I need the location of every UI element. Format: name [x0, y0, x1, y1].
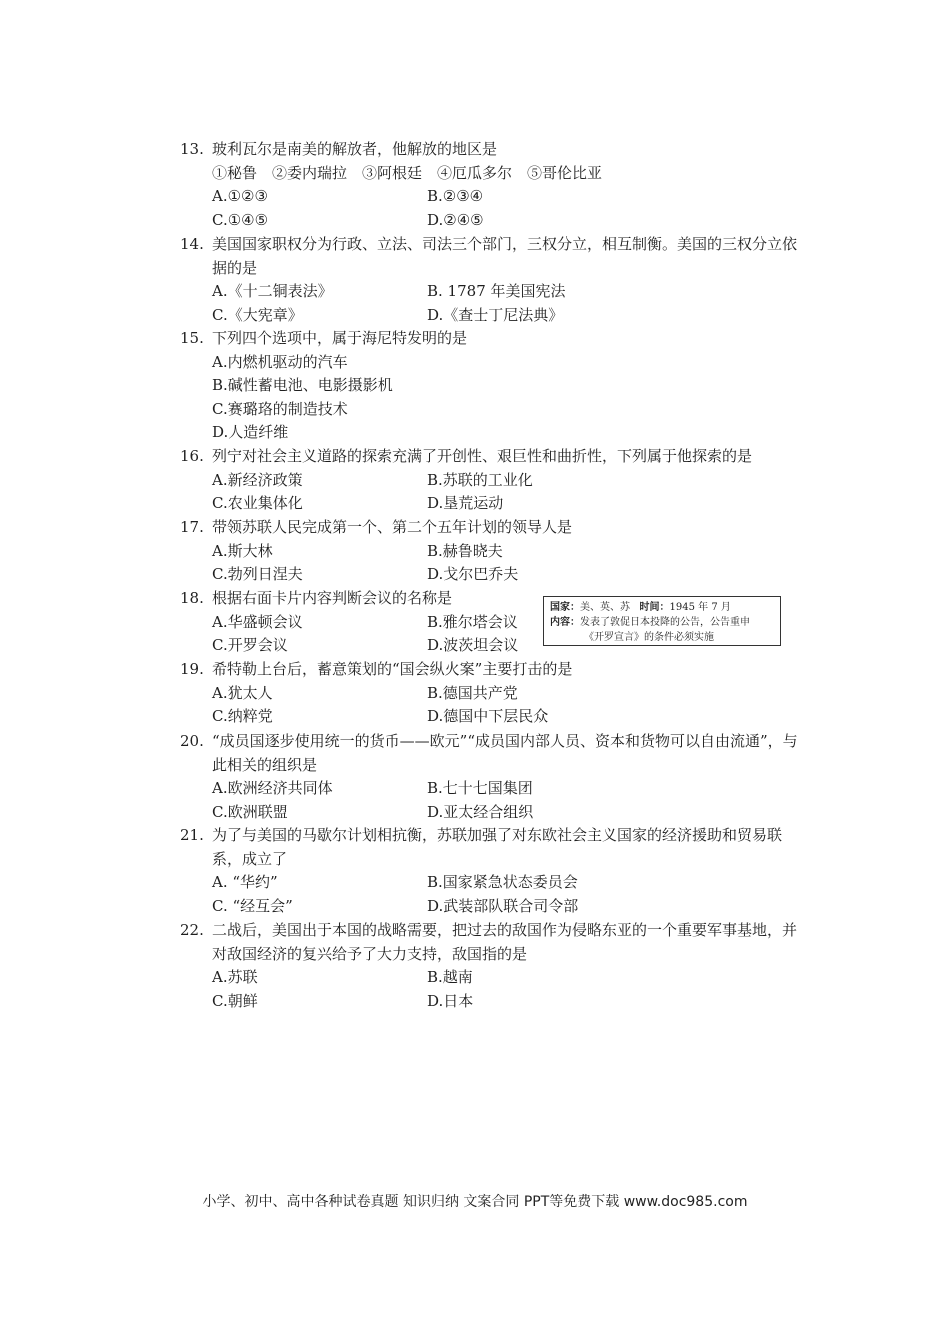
option-c: C.赛璐珞的制造技术 — [212, 399, 348, 418]
option-b: B.国家紧急状态委员会 — [427, 873, 578, 891]
question-number: 22. — [180, 921, 204, 939]
option-b: B. 1787 年美国宪法 — [427, 282, 566, 300]
question-stem: 列宁对社会主义道路的探索充满了开创性、艰巨性和曲折性，下列属于他探索的是 — [212, 447, 753, 465]
question-stem: 根据右面卡片内容判断会议的名称是 — [212, 589, 453, 607]
question-13 — [180, 138, 800, 232]
option-a: A.斯大林 — [212, 541, 273, 560]
option-d: D.戈尔巴乔夫 — [427, 565, 519, 583]
question-number: 16. — [180, 447, 204, 465]
question-number: 20. — [180, 732, 204, 750]
question-22 — [180, 919, 800, 1013]
option-d: D.人造纤维 — [212, 423, 289, 441]
option-d: D.亚太经合组织 — [427, 802, 534, 821]
option-d: D.武装部队联合司令部 — [427, 896, 579, 915]
option-d: D.德国中下层民众 — [427, 707, 549, 725]
card-content-line2: 《开罗宣言》的条件必须实施 — [584, 632, 714, 643]
option-d: D.日本 — [427, 991, 474, 1010]
card-content-line1: 发表了敦促日本投降的公告，公告重申 — [580, 617, 750, 628]
option-a: A.华盛顿会议 — [212, 612, 303, 631]
option-c: C.朝鲜 — [212, 991, 258, 1010]
option-c: C.开罗会议 — [212, 636, 288, 654]
option-d: D.波茨坦会议 — [427, 636, 519, 654]
option-c: C.纳粹党 — [212, 707, 273, 725]
question-16 — [180, 445, 800, 516]
option-d: D.②④⑤ — [427, 210, 484, 229]
option-b: B.碱性蓄电池、电影摄影机 — [212, 376, 393, 394]
option-a: A.犹太人 — [212, 683, 273, 702]
question-number: 17. — [180, 518, 204, 536]
option-b: B.越南 — [427, 968, 473, 986]
question-number: 15. — [180, 329, 204, 347]
question-stem: “成员国逐步使用统一的货币——欧元”“成员国内部人员、资本和货物可以自由流通”，与此相关的组织是 — [212, 732, 798, 774]
question-14 — [180, 233, 800, 327]
card-country-label: 国家： — [550, 602, 580, 613]
card-country-value: 美、英、苏 — [580, 602, 630, 613]
card-content-label: 内容： — [550, 617, 580, 628]
option-d: D.垦荒运动 — [427, 494, 504, 512]
option-c: C.勃列日涅夫 — [212, 565, 303, 583]
question-number: 14. — [180, 235, 204, 253]
question-number: 13. — [180, 140, 204, 158]
option-c: C.农业集体化 — [212, 494, 303, 512]
option-a: A. “华约” — [212, 873, 278, 891]
option-d: D.《查士丁尼法典》 — [427, 305, 564, 324]
question-20 — [180, 730, 800, 824]
question-17 — [180, 516, 800, 587]
option-a: A.新经济政策 — [212, 470, 303, 489]
option-b: B.苏联的工业化 — [427, 470, 533, 489]
option-c: C.《大宪章》 — [212, 305, 303, 324]
question-stem: 二战后，美国出于本国的战略需要，把过去的敌国作为侵略东亚的一个重要军事基地，并对敌国经济的复兴给予了大力支持，敌国指的是 — [212, 921, 798, 963]
question-15 — [180, 327, 800, 445]
option-b: B.雅尔塔会议 — [427, 612, 518, 631]
question-stem: 希特勒上台后，蓄意策划的“国会纵火案”主要打击的是 — [212, 660, 573, 678]
option-b: B.赫鲁晓夫 — [427, 541, 503, 560]
question-stem: 玻利瓦尔是南美的解放者，他解放的地区是 — [212, 140, 498, 158]
option-a: A.欧洲经济共同体 — [212, 779, 333, 797]
page-footer: 小学、初中、高中各种试卷真题 知识归纳 文案合同 PPT等免费下载 www.doc985.com — [202, 1194, 748, 1210]
question-stem: 下列四个选项中，属于海尼特发明的是 — [212, 329, 468, 347]
option-c: C. “经互会” — [212, 896, 293, 915]
info-card — [543, 596, 781, 646]
card-time-label: 时间： — [639, 602, 670, 613]
option-c: C.欧洲联盟 — [212, 802, 288, 821]
question-18 — [180, 587, 540, 658]
question-21 — [180, 824, 800, 918]
option-b: B.②③④ — [427, 187, 484, 205]
question-number: 21. — [180, 826, 204, 844]
question-stem: 为了与美国的马歇尔计划相抗衡，苏联加强了对东欧社会主义国家的经济援助和贸易联系，成立了 — [212, 826, 783, 868]
option-c: C.①④⑤ — [212, 210, 269, 229]
question-19 — [180, 658, 800, 729]
question-stem: 美国国家职权分为行政、立法、司法三个部门，三权分立，相互制衡。美国的三权分立依据的是 — [212, 235, 798, 277]
question-items: ①秘鲁 ②委内瑞拉 ③阿根廷 ④厄瓜多尔 ⑤哥伦比亚 — [212, 163, 603, 182]
option-b: B.七十七国集团 — [427, 779, 533, 797]
question-number: 18. — [180, 589, 204, 607]
option-a: A.苏联 — [212, 968, 258, 986]
question-stem: 带领苏联人民完成第一个、第二个五年计划的领导人是 — [212, 518, 573, 536]
question-number: 19. — [180, 660, 204, 678]
option-b: B.德国共产党 — [427, 683, 518, 702]
card-time-value: 1945 年 7 月 — [669, 602, 731, 613]
option-a: A.《十二铜表法》 — [212, 282, 333, 300]
option-a: A.内燃机驱动的汽车 — [212, 352, 348, 371]
option-a: A.①②③ — [212, 187, 268, 205]
